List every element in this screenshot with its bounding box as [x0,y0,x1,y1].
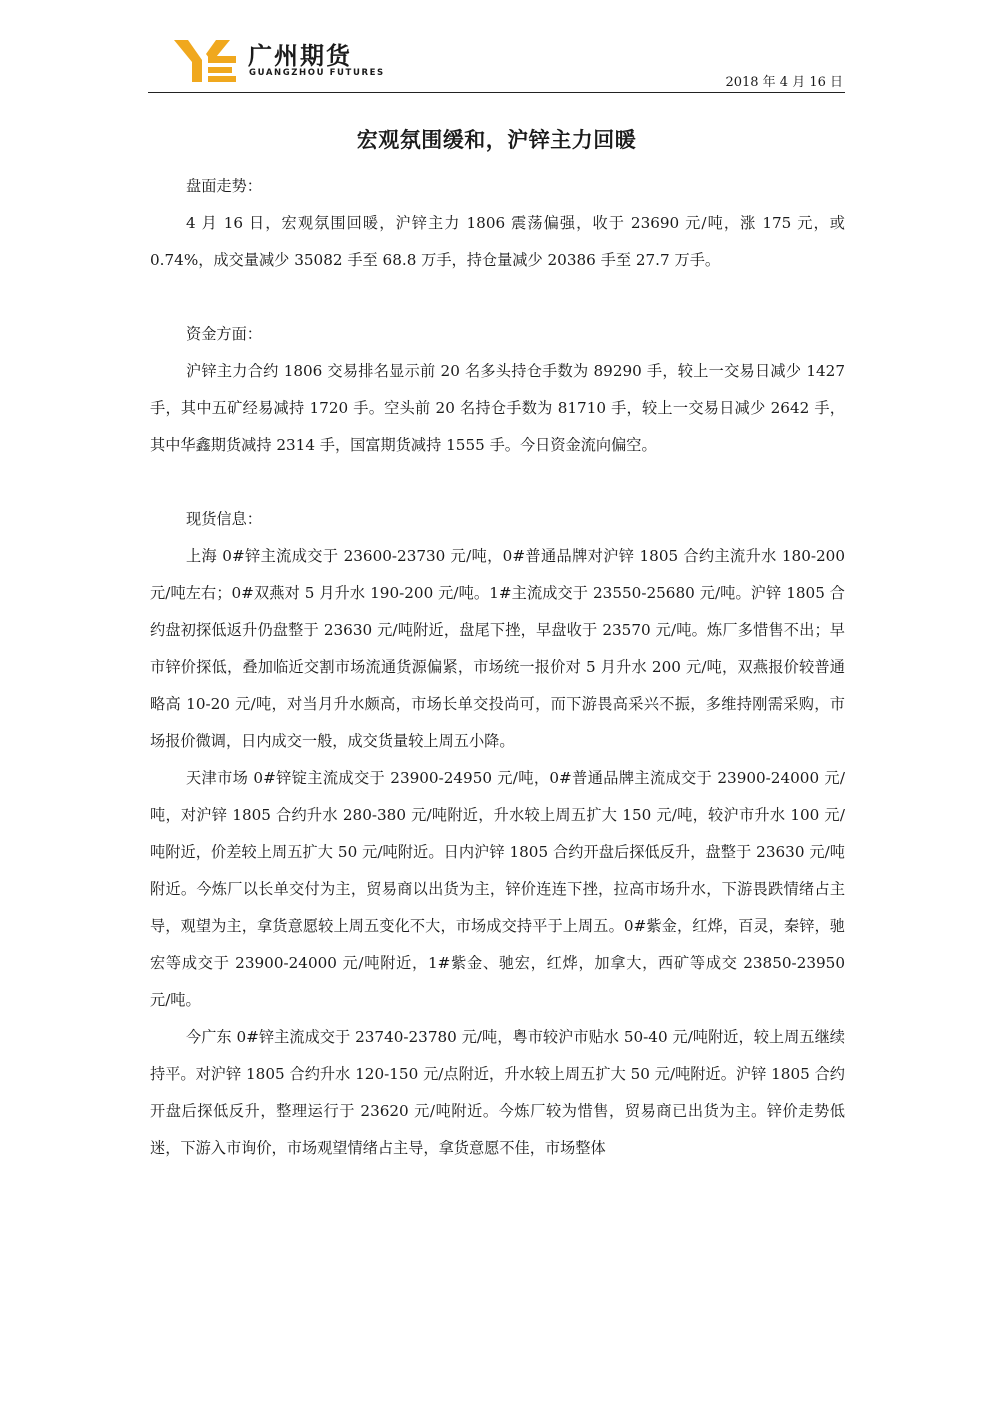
brand-name-en: GUANGZHOU FUTURES [249,68,385,78]
document-title: 宏观氛围缓和，沪锌主力回暖 [356,128,637,152]
guangzhou-futures-logo-icon [172,38,238,84]
paragraph: 4 月 16 日，宏观氛围回暖，沪锌主力 1806 震荡偏强，收于 23690 元/吨，涨 175 元，或 0.74%，成交量减少 35082 手至 68.8 万手，持仓量减少 20386 手至 27.7 万手。 [150,214,845,269]
section-heading: 现货信息： [186,510,262,528]
section-heading: 盘面走势： [186,177,262,195]
document-body [150,168,845,1167]
page-header [148,30,845,93]
report-date: 2018 年 4 月 16 日 [725,75,843,90]
section-heading: 资金方面： [186,325,262,343]
section-market-trend [150,168,845,279]
paragraph: 沪锌主力合约 1806 交易排名显示前 20 名多头持仓手数为 89290 手，较上一交易日减少 1427 手，其中五矿经易减持 1720 手。空头前 20 名持仓手数为 81710 手，较上一交易日减少 2642 手，其中华鑫期货减持 2314 手，国富期货减持 1555 手。今日资金流向偏空。 [150,362,845,454]
section-spot-info [150,501,845,1167]
brand-name-cn: 广州期货 [248,42,352,70]
section-funds [150,316,845,464]
paragraph: 上海 0#锌主流成交于 23600-23730 元/吨，0#普通品牌对沪锌 1805 合约主流升水 180-200 元/吨左右；0#双燕对 5 月升水 190-200 元/吨。1#主流成交于 23550-25680 元/吨。沪锌 1805 合约盘初探低返升仍盘整于 23630 元/吨附近，盘尾下挫，早盘收于 23570 元/吨。炼厂多惜售不出；早市锌价探低，叠加临近交割市场流通货源偏紧，市场统一报价对 5 月升水 200 元/吨，双燕报价较普通略高 10-20 元/吨，对当月升水颇高，市场长单交投尚可，而下游畏高采兴不振，多维持刚需采购，市场报价微调，日内成交一般，成交货量较上周五小降。 [150,547,845,750]
paragraph: 今广东 0#锌主流成交于 23740-23780 元/吨，粤市较沪市贴水 50-40 元/吨附近，较上周五继续持平。对沪锌 1805 合约升水 120-150 元/点附近，升水较上周五扩大 50 元/吨附近。沪锌 1805 合约开盘后探低反升，整理运行于 23620 元/吨附近。今炼厂较为惜售，贸易商已出货为主。锌价走势低迷，下游入市询价，市场观望情绪占主导，拿货意愿不佳，市场整体 [150,1028,845,1157]
paragraph: 天津市场 0#锌锭主流成交于 23900-24950 元/吨，0#普通品牌主流成交于 23900-24000 元/吨，对沪锌 1805 合约升水 280-380 元/吨附近，升水较上周五扩大 150 元/吨，较沪市升水 100 元/吨附近，价差较上周五扩大 50 元/吨附近。日内沪锌 1805 合约开盘后探低反升，盘整于 23630 元/吨附近。今炼厂以长单交付为主，贸易商以出货为主，锌价连连下挫，拉高市场升水，下游畏跌情绪占主导，观望为主，拿货意愿较上周五变化不大，市场成交持平于上周五。0#紫金，红烨，百灵，秦锌，驰宏等成交于 23900-24000 元/吨附近，1#紫金、驰宏，红烨，加拿大，西矿等成交 23850-23950 元/吨。 [150,769,845,1009]
